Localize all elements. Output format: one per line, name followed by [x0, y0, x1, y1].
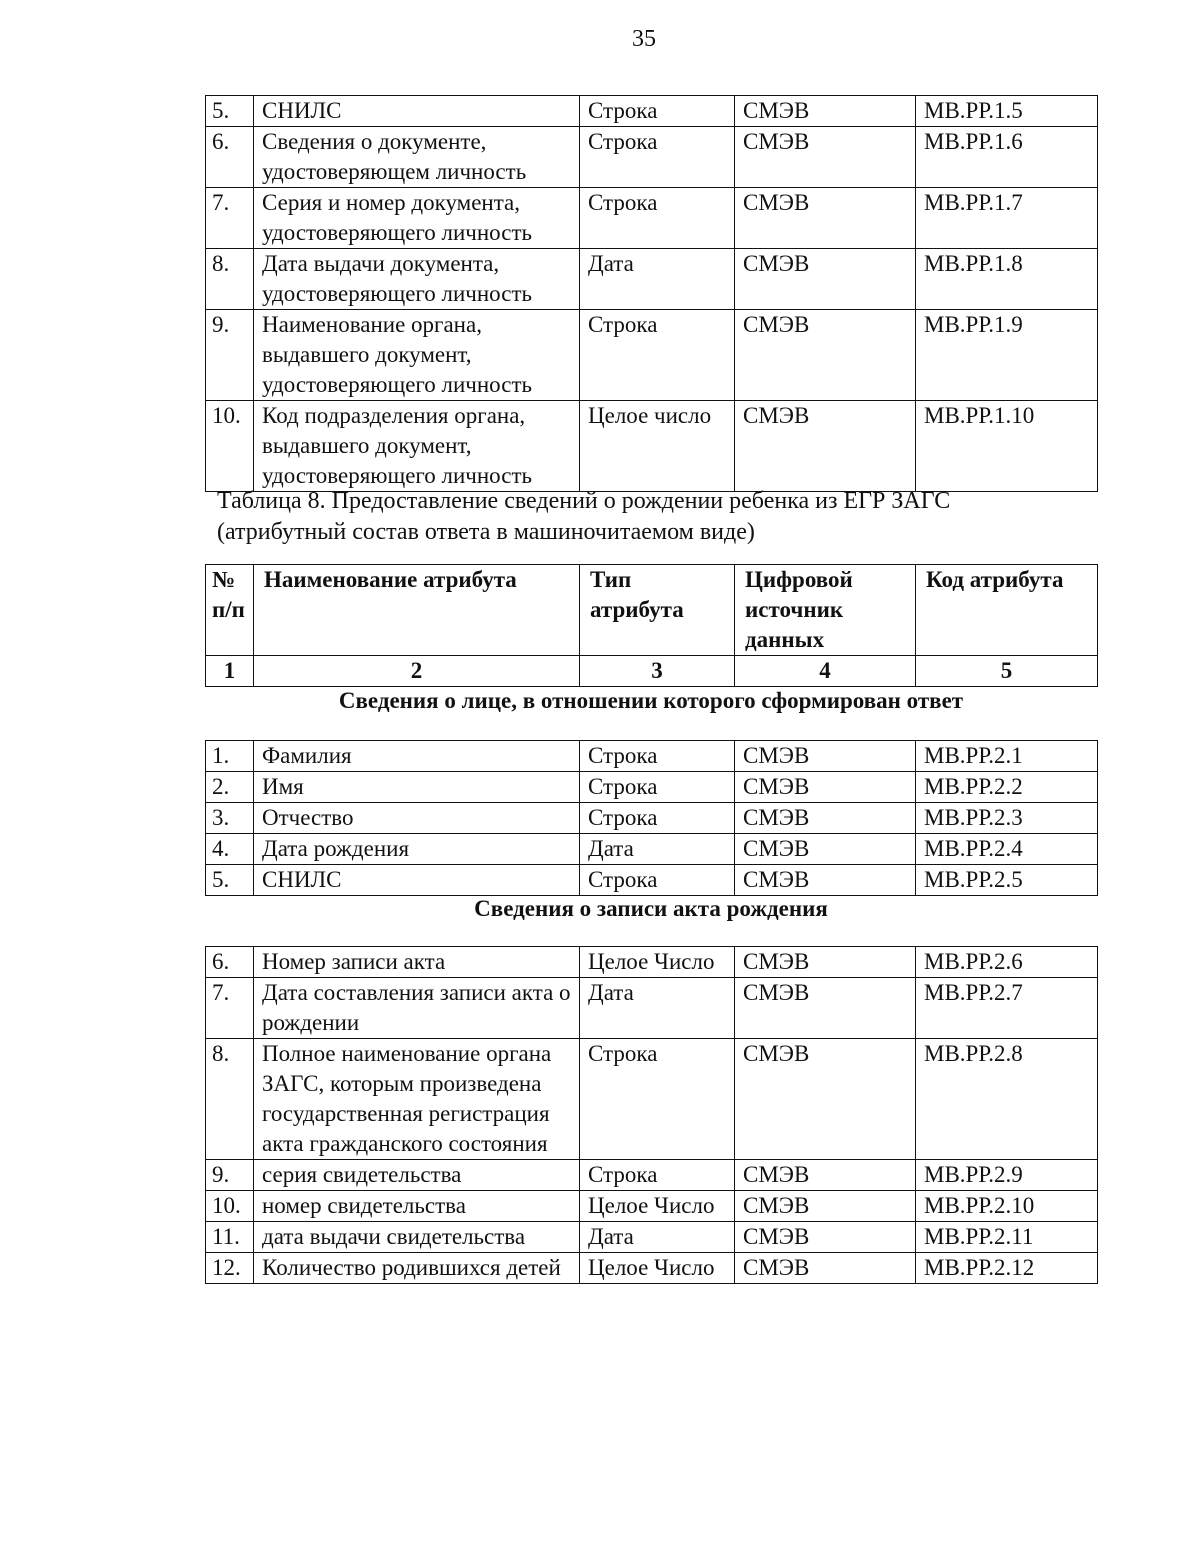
cell-code: МВ.РР.2.7 — [916, 978, 1098, 1039]
cell-name: Полное наименование органа ЗАГС, которым произведена государственная регистрация акта гражданского состояния — [254, 1039, 580, 1160]
cell-name: серия свидетельства — [254, 1160, 580, 1191]
cell-code: МВ.РР.1.10 — [916, 401, 1098, 492]
cell-code: МВ.РР.2.11 — [916, 1222, 1098, 1253]
cell-name: Фамилия — [254, 741, 580, 772]
table-row — [206, 1253, 1098, 1284]
cell-num: 12. — [206, 1253, 254, 1284]
cell-code: МВ.РР.1.9 — [916, 310, 1098, 401]
section-birth-record-title: Сведения о записи акта рождения — [474, 896, 828, 921]
cell-num: 7. — [206, 188, 254, 249]
cell-code: МВ.РР.2.2 — [916, 772, 1098, 803]
cell-type: Строка — [580, 803, 735, 834]
cell-name: Дата выдачи документа, удостоверяющего личность — [254, 249, 580, 310]
cell-num: 3. — [206, 803, 254, 834]
cell-num: 4. — [206, 834, 254, 865]
section-person-table — [205, 740, 1098, 896]
header-num: № п/п — [206, 565, 254, 656]
table-row — [206, 834, 1098, 865]
cell-num: 1. — [206, 741, 254, 772]
cell-code: МВ.РР.1.7 — [916, 188, 1098, 249]
cell-code: МВ.РР.2.3 — [916, 803, 1098, 834]
cell-type: Дата — [580, 1222, 735, 1253]
cell-type: Строка — [580, 865, 735, 896]
cell-source: СМЭВ — [735, 401, 916, 492]
cell-source: СМЭВ — [735, 127, 916, 188]
continued-attributes-table — [205, 95, 1098, 492]
page-number: 35 — [632, 26, 656, 52]
cell-name: Дата составления записи акта о рождении — [254, 978, 580, 1039]
cell-source: СМЭВ — [735, 310, 916, 401]
table-row — [206, 803, 1098, 834]
column-number: 3 — [580, 656, 735, 687]
cell-name: Код подразделения органа, выдавшего документ, удостоверяющего личность — [254, 401, 580, 492]
cell-num: 2. — [206, 772, 254, 803]
table-row — [206, 741, 1098, 772]
cell-name: номер свидетельства — [254, 1191, 580, 1222]
cell-source: СМЭВ — [735, 249, 916, 310]
cell-code: МВ.РР.1.6 — [916, 127, 1098, 188]
cell-type: Дата — [580, 834, 735, 865]
column-numbers-row — [206, 656, 1098, 687]
cell-type: Строка — [580, 127, 735, 188]
cell-num: 9. — [206, 310, 254, 401]
table-row — [206, 127, 1098, 188]
table-row — [206, 401, 1098, 492]
cell-name: Имя — [254, 772, 580, 803]
cell-source: СМЭВ — [735, 1191, 916, 1222]
cell-source: СМЭВ — [735, 741, 916, 772]
cell-name: СНИЛС — [254, 96, 580, 127]
cell-type: Строка — [580, 96, 735, 127]
cell-code: МВ.РР.2.9 — [916, 1160, 1098, 1191]
cell-source: СМЭВ — [735, 1039, 916, 1160]
cell-type: Дата — [580, 249, 735, 310]
section-birth-record-table — [205, 946, 1098, 1284]
table-row — [206, 772, 1098, 803]
table-row — [206, 310, 1098, 401]
table-row — [206, 1191, 1098, 1222]
cell-type: Целое Число — [580, 947, 735, 978]
table-row — [206, 249, 1098, 310]
header-source: Цифровой источник данных — [735, 565, 916, 656]
column-number: 5 — [916, 656, 1098, 687]
column-number: 4 — [735, 656, 916, 687]
cell-name: дата выдачи свидетельства — [254, 1222, 580, 1253]
cell-source: СМЭВ — [735, 188, 916, 249]
table-row — [206, 188, 1098, 249]
section-person-title: Сведения о лице, в отношении которого сформирован ответ — [338, 688, 964, 713]
cell-num: 10. — [206, 1191, 254, 1222]
cell-code: МВ.РР.2.5 — [916, 865, 1098, 896]
cell-name: Отчество — [254, 803, 580, 834]
cell-name: Дата рождения — [254, 834, 580, 865]
cell-num: 8. — [206, 249, 254, 310]
cell-name: Наименование органа, выдавшего документ, удостоверяющего личность — [254, 310, 580, 401]
cell-num: 10. — [206, 401, 254, 492]
cell-source: СМЭВ — [735, 1253, 916, 1284]
cell-code: МВ.РР.2.1 — [916, 741, 1098, 772]
table8-header — [205, 564, 1098, 687]
cell-source: СМЭВ — [735, 96, 916, 127]
cell-type: Целое число — [580, 401, 735, 492]
table8-caption: Таблица 8. Предоставление сведений о рождении ребенка из ЕГР ЗАГС (атрибутный состав ответа в машиночитаемом виде) — [217, 488, 951, 545]
cell-source: СМЭВ — [735, 865, 916, 896]
cell-num: 9. — [206, 1160, 254, 1191]
header-name: Наименование атрибута — [254, 565, 580, 656]
cell-code: МВ.РР.2.12 — [916, 1253, 1098, 1284]
cell-type: Строка — [580, 772, 735, 803]
cell-source: СМЭВ — [735, 772, 916, 803]
cell-num: 8. — [206, 1039, 254, 1160]
cell-num: 6. — [206, 127, 254, 188]
cell-source: СМЭВ — [735, 978, 916, 1039]
cell-num: 7. — [206, 978, 254, 1039]
table-row — [206, 1039, 1098, 1160]
cell-num: 5. — [206, 96, 254, 127]
cell-source: СМЭВ — [735, 947, 916, 978]
cell-name: Серия и номер документа, удостоверяющего личность — [254, 188, 580, 249]
cell-name: Сведения о документе, удостоверяющем личность — [254, 127, 580, 188]
cell-source: СМЭВ — [735, 803, 916, 834]
cell-type: Строка — [580, 310, 735, 401]
cell-name: СНИЛС — [254, 865, 580, 896]
cell-source: СМЭВ — [735, 834, 916, 865]
table-row — [206, 978, 1098, 1039]
header-row — [206, 565, 1098, 656]
cell-type: Целое Число — [580, 1253, 735, 1284]
cell-code: МВ.РР.1.5 — [916, 96, 1098, 127]
header-code: Код атрибута — [916, 565, 1098, 656]
table-row — [206, 96, 1098, 127]
cell-type: Строка — [580, 188, 735, 249]
cell-type: Целое Число — [580, 1191, 735, 1222]
table-row — [206, 1222, 1098, 1253]
cell-code: МВ.РР.2.10 — [916, 1191, 1098, 1222]
cell-source: СМЭВ — [735, 1222, 916, 1253]
cell-type: Строка — [580, 741, 735, 772]
table-row — [206, 865, 1098, 896]
cell-source: СМЭВ — [735, 1160, 916, 1191]
cell-num: 5. — [206, 865, 254, 896]
cell-code: МВ.РР.1.8 — [916, 249, 1098, 310]
cell-name: Количество родившихся детей — [254, 1253, 580, 1284]
column-number: 2 — [254, 656, 580, 687]
cell-name: Номер записи акта — [254, 947, 580, 978]
cell-type: Строка — [580, 1039, 735, 1160]
cell-type: Строка — [580, 1160, 735, 1191]
cell-num: 11. — [206, 1222, 254, 1253]
table-row — [206, 947, 1098, 978]
table-row — [206, 1160, 1098, 1191]
cell-code: МВ.РР.2.4 — [916, 834, 1098, 865]
cell-num: 6. — [206, 947, 254, 978]
cell-type: Дата — [580, 978, 735, 1039]
cell-code: МВ.РР.2.8 — [916, 1039, 1098, 1160]
column-number: 1 — [206, 656, 254, 687]
header-type: Тип атрибута — [580, 565, 735, 656]
cell-code: МВ.РР.2.6 — [916, 947, 1098, 978]
